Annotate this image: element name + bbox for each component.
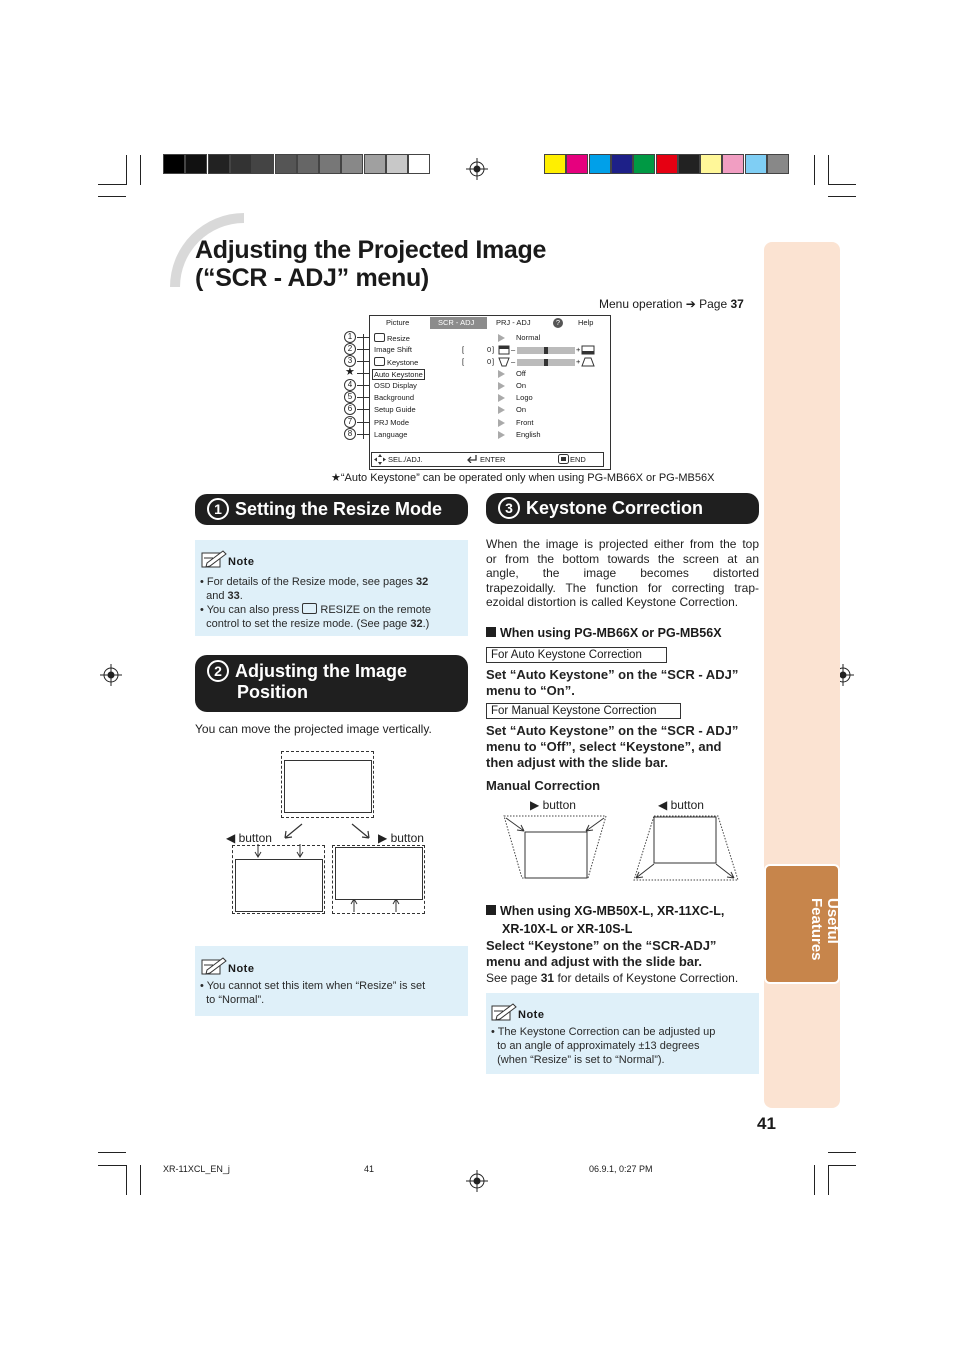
slider-plus: +	[576, 357, 581, 366]
menu-item-label: Setup Guide	[374, 405, 416, 414]
tab-help: Help	[578, 318, 594, 327]
footer-enter: ENTER	[480, 455, 506, 464]
note-title: Note	[228, 963, 255, 975]
menu-arrow-icon	[498, 382, 505, 390]
right-button-label: ▶ button	[530, 798, 576, 812]
crop-mark	[98, 1152, 126, 1153]
note-pencil-icon	[201, 956, 227, 976]
intro-line: trapezoidally. The function for correcting trap-	[486, 580, 759, 595]
image-shift-slider	[517, 347, 575, 354]
image-position-body: You can move the projected image vertically.	[195, 722, 432, 736]
menu-item-label: Resize	[374, 333, 410, 343]
scr-adj-menu-screenshot: Picture SCR - ADJ PRJ - ADJ ? Help Resize Normal Image Shift Keystone Auto Keystone Off OSD Display On Background Logo Setup Guide On PRJ Mode Front Language English [ [ 0 0 ] ] – – + + SEL./ADJ. ENTER END	[369, 315, 611, 470]
left-button-label: ◀ button	[226, 831, 272, 845]
page-number: 41	[757, 1114, 776, 1133]
slider-plus: +	[576, 345, 581, 354]
slider-minus: –	[511, 345, 516, 354]
image-shift-icon	[498, 345, 510, 355]
color-swatch	[745, 154, 767, 174]
subheading-xg-xr-models: When using XG-MB50X-L, XR-11XC-L, XR-10X-L or XR-10S-L	[486, 902, 724, 938]
keystone-slider	[517, 359, 575, 366]
see-page-reference: See page 31 for details of Keystone Correction.	[486, 971, 739, 985]
slider-bracket: [	[462, 345, 465, 354]
center-image	[284, 760, 372, 813]
menu-callout-number: 7	[344, 416, 356, 428]
footer-end: END	[570, 455, 586, 464]
color-swatch	[275, 154, 297, 174]
intro-line: angle, the image becomes distorted	[486, 566, 759, 580]
note-text-remote-resize: • You can also press RESIZE on the remote control to set the resize mode. (See page 32.)	[200, 604, 432, 630]
keystone-up-icon	[581, 357, 595, 367]
color-swatch	[386, 154, 408, 174]
note-text-resize-pages: • For details of the Resize mode, see pages 32 and 33.	[200, 576, 429, 602]
subheading-pg-models: When using PG-MB66X or PG-MB56X	[486, 626, 722, 640]
menu-arrow-icon	[498, 334, 505, 342]
menu-callout-number: 3	[344, 355, 356, 367]
crop-mark	[126, 1165, 127, 1195]
auto-keystone-footnote: ★“Auto Keystone” can be operated only when using PG-MB66X or PG-MB56X	[331, 472, 715, 484]
menu-callout-number: 1	[344, 331, 356, 343]
image-shift-down-icon	[581, 345, 595, 355]
registration-mark-icon	[466, 1170, 488, 1192]
left-button-label: ◀ button	[658, 798, 704, 812]
crop-mark	[98, 1165, 126, 1166]
menu-footer-bar	[371, 452, 604, 467]
section-title: Setting the Resize Mode	[235, 499, 443, 519]
xg-xr-keystone-instructions: Select “Keystone” on the “SCR-ADJ” menu and adjust with the slide bar.	[486, 938, 717, 969]
color-swatch	[408, 154, 430, 174]
color-swatch	[678, 154, 700, 174]
menu-operation-reference: Menu operation ➔ Page 37	[599, 297, 744, 311]
shifted-down-image	[235, 859, 323, 912]
right-button-label: ▶ button	[378, 831, 424, 845]
color-swatch	[319, 154, 341, 174]
keystone-value: 0	[487, 357, 492, 366]
color-swatch	[252, 154, 274, 174]
section-number-badge: 1	[207, 498, 229, 520]
menu-item-label: Background	[374, 393, 415, 402]
crop-mark	[140, 155, 141, 185]
color-swatch	[341, 154, 363, 174]
menu-item-label: Image Shift	[374, 345, 412, 354]
help-icon: ?	[553, 318, 563, 328]
section-title-line2: Position	[237, 682, 308, 702]
callout-line	[363, 334, 364, 439]
color-swatch	[700, 154, 722, 174]
color-swatch	[163, 154, 185, 174]
menu-item-label: Keystone	[374, 357, 418, 367]
footer-date: 06.9.1, 0:27 PM	[589, 1164, 653, 1174]
section-title: Keystone Correction	[526, 498, 704, 518]
footer-file-name: XR-11XCL_EN_j	[163, 1164, 230, 1174]
section-title: Adjusting the Image	[235, 661, 408, 681]
color-swatch	[185, 154, 207, 174]
crop-mark	[828, 1165, 829, 1195]
intro-line: ezoidal distortion is called Keystone Correction.	[486, 595, 739, 609]
crop-mark	[814, 155, 815, 185]
tab-prj-adj: PRJ - ADJ	[496, 318, 531, 327]
auto-keystone-instructions: Set “Auto Keystone” on the “SCR - ADJ” menu to “On”.	[486, 667, 739, 698]
menu-item-value: English	[516, 430, 541, 439]
bullet-square-icon	[486, 627, 496, 637]
bullet-square-icon	[486, 905, 496, 915]
tab-picture: Picture	[386, 318, 410, 327]
crop-mark	[828, 155, 829, 185]
menu-callout-number: 4	[344, 379, 356, 391]
color-swatch	[208, 154, 230, 174]
slider-minus: –	[511, 357, 516, 366]
crop-mark	[140, 1165, 141, 1195]
color-swatch	[722, 154, 744, 174]
crop-mark	[828, 184, 856, 185]
keystone-intro	[486, 537, 759, 610]
note-pencil-icon	[491, 1002, 517, 1022]
end-icon	[558, 454, 569, 464]
note-text-position: • You cannot set this item when “Resize” is set to “Normal”.	[200, 980, 426, 1006]
crop-mark	[828, 196, 856, 197]
shifted-up-image	[335, 847, 423, 900]
menu-callout-number: 5	[344, 391, 356, 403]
slider-bracket: [	[462, 357, 465, 366]
menu-callout-number: 2	[344, 343, 356, 355]
menu-item-value: Logo	[516, 393, 533, 402]
keystone-icon	[498, 357, 510, 367]
crop-mark	[126, 155, 127, 185]
crop-mark	[98, 184, 126, 185]
crop-mark	[814, 1165, 815, 1195]
crop-mark	[828, 1152, 856, 1153]
intro-line: When the image is projected either from the top	[486, 537, 759, 551]
menu-arrow-icon	[498, 394, 505, 402]
section-image-position-header	[195, 655, 468, 712]
registration-mark-icon	[100, 664, 122, 686]
footer-page: 41	[364, 1164, 375, 1174]
color-swatch	[544, 154, 566, 174]
keystone-top-wide-diagram	[500, 812, 610, 882]
menu-item-label: Auto Keystone	[374, 370, 423, 379]
crop-mark	[98, 196, 126, 197]
menu-item-value: Front	[516, 418, 534, 427]
menu-tab-bar	[370, 316, 610, 330]
color-swatch	[767, 154, 789, 174]
menu-callout-number: 6	[344, 403, 356, 415]
manual-keystone-instructions: Set “Auto Keystone” on the “SCR - ADJ” menu to “Off”, select “Keystone”, and then adjust with the slide bar.	[486, 723, 739, 770]
manual-correction-heading: Manual Correction	[486, 778, 601, 793]
image-shift-value: 0	[487, 345, 492, 354]
crop-mark	[828, 1165, 856, 1166]
registration-mark-icon	[466, 158, 488, 180]
menu-arrow-icon	[498, 431, 505, 439]
keystone-bottom-wide-diagram	[630, 812, 742, 884]
color-swatch	[633, 154, 655, 174]
section-keystone-header	[486, 493, 759, 524]
manual-keystone-label: For Manual Keystone Correction	[486, 703, 681, 719]
menu-item-value: Off	[516, 369, 526, 378]
menu-item-value: On	[516, 405, 527, 414]
color-swatch	[364, 154, 386, 174]
menu-item-value: On	[516, 381, 527, 390]
footer-sel-adj: SEL./ADJ.	[388, 455, 423, 464]
section-number-badge: 3	[498, 497, 520, 519]
menu-arrow-icon	[498, 419, 505, 427]
menu-item-label: PRJ Mode	[374, 418, 410, 427]
section-resize-mode-header	[195, 494, 468, 525]
menu-arrow-icon	[498, 406, 505, 414]
auto-keystone-label: For Auto Keystone Correction	[486, 647, 667, 663]
note-title: Note	[518, 1009, 545, 1021]
page-title: Adjusting the Projected Image (“SCR - ADJ” menu)	[195, 236, 547, 292]
menu-item-label: OSD Display	[374, 381, 417, 390]
color-swatch	[656, 154, 678, 174]
tab-scr-adj: SCR - ADJ	[438, 318, 475, 327]
color-swatch	[611, 154, 633, 174]
resize-button-icon	[302, 603, 317, 614]
keystone-icon	[374, 357, 385, 366]
menu-item-value: Normal	[516, 333, 541, 342]
color-swatch	[230, 154, 252, 174]
color-swatch	[297, 154, 319, 174]
menu-item-label: Language	[374, 430, 408, 439]
section-number-badge: 2	[207, 660, 229, 682]
menu-callout-number: 8	[344, 428, 356, 440]
enter-icon	[467, 455, 477, 463]
color-swatch	[589, 154, 611, 174]
note-pencil-icon	[201, 549, 227, 569]
note-text-keystone: • The Keystone Correction can be adjusted up to an angle of approximately ±13 degrees (when “Resize” is set to “Normal”).	[491, 1026, 716, 1066]
resize-icon	[374, 333, 385, 342]
menu-arrow-icon	[498, 370, 505, 378]
menu-callout-number: ★	[345, 366, 355, 378]
note-title: Note	[228, 556, 255, 568]
color-swatch	[566, 154, 588, 174]
intro-line: or from the bottom towards the screen at an	[486, 551, 759, 566]
sel-adj-arrows-icon	[374, 454, 386, 465]
side-tab-label: Useful Features	[808, 898, 841, 961]
